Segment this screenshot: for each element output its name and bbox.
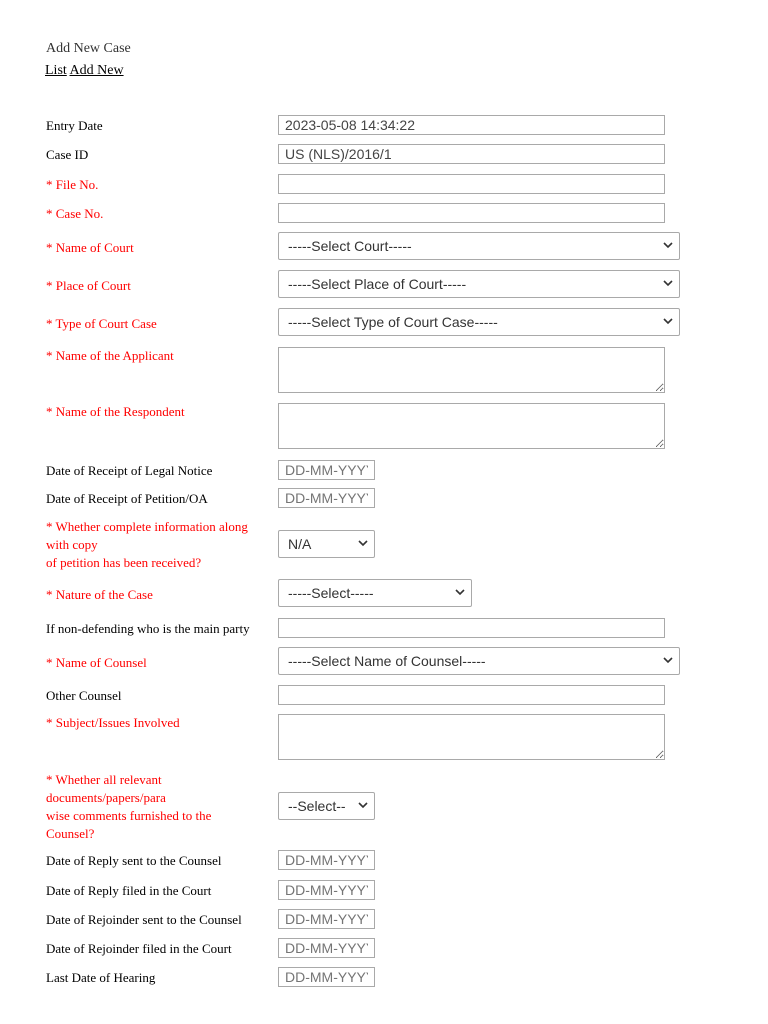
nature-of-case-label: * Nature of the Case — [46, 587, 153, 602]
applicant-label: * Name of the Applicant — [46, 348, 174, 363]
chevron-down-icon — [358, 540, 368, 547]
legal-notice-date-label: Date of Receipt of Legal Notice — [46, 463, 213, 478]
reply-sent-date-field[interactable] — [278, 850, 375, 870]
reply-filed-date-label: Date of Reply filed in the Court — [46, 883, 212, 898]
subject-issues-textarea[interactable] — [278, 714, 665, 760]
type-of-court-case-selected: -----Select Type of Court Case----- — [288, 314, 498, 330]
other-counsel-field[interactable] — [278, 685, 665, 705]
name-of-court-select[interactable] — [278, 232, 680, 260]
name-of-court-selected: -----Select Court----- — [288, 238, 412, 254]
documents-furnished-select[interactable] — [278, 792, 375, 820]
respondent-textarea[interactable] — [278, 403, 665, 449]
type-of-court-case-label: * Type of Court Case — [46, 316, 157, 331]
petition-date-label: Date of Receipt of Petition/OA — [46, 491, 208, 506]
complete-info-selected: N/A — [288, 536, 312, 552]
chevron-down-icon — [663, 242, 673, 249]
non-defending-field[interactable] — [278, 618, 665, 638]
case-no-label: * Case No. — [46, 206, 104, 221]
chevron-down-icon — [663, 657, 673, 664]
reply-sent-date-label: Date of Reply sent to the Counsel — [46, 853, 222, 868]
top-links — [45, 63, 124, 79]
page-title: Add New Case — [46, 41, 131, 56]
rejoinder-filed-date-label: Date of Rejoinder filed in the Court — [46, 941, 232, 956]
rejoinder-filed-date-field[interactable] — [278, 938, 375, 958]
last-hearing-date-field[interactable] — [278, 967, 375, 987]
file-no-label: * File No. — [46, 177, 99, 192]
name-of-court-label: * Name of Court — [46, 240, 134, 255]
applicant-textarea[interactable] — [278, 347, 665, 393]
chevron-down-icon — [455, 589, 465, 596]
counsel-selected: -----Select Name of Counsel----- — [288, 653, 486, 669]
documents-furnished-selected: --Select-- — [288, 798, 346, 814]
reply-filed-date-field[interactable] — [278, 880, 375, 900]
list-link[interactable]: List — [45, 63, 67, 78]
chevron-down-icon — [358, 802, 368, 809]
complete-info-select[interactable] — [278, 530, 375, 558]
subject-issues-label: * Subject/Issues Involved — [46, 715, 180, 730]
entry-date-label: Entry Date — [46, 118, 103, 133]
place-of-court-label: * Place of Court — [46, 278, 131, 293]
type-of-court-case-select[interactable] — [278, 308, 680, 336]
non-defending-label: If non-defending who is the main party — [46, 621, 250, 636]
counsel-select[interactable] — [278, 647, 680, 675]
petition-date-field[interactable] — [278, 488, 375, 508]
file-no-field[interactable] — [278, 174, 665, 194]
case-no-field[interactable] — [278, 203, 665, 223]
nature-of-case-selected: -----Select----- — [288, 585, 374, 601]
complete-info-label: * Whether complete information along with copy of petition has been received? — [46, 519, 248, 570]
rejoinder-sent-date-field[interactable] — [278, 909, 375, 929]
nature-of-case-select[interactable] — [278, 579, 472, 607]
place-of-court-selected: -----Select Place of Court----- — [288, 276, 467, 292]
legal-notice-date-field[interactable] — [278, 460, 375, 480]
rejoinder-sent-date-label: Date of Rejoinder sent to the Counsel — [46, 912, 242, 927]
place-of-court-select[interactable] — [278, 270, 680, 298]
last-hearing-date-label: Last Date of Hearing — [46, 970, 156, 985]
add-new-link[interactable]: Add New — [69, 63, 124, 78]
other-counsel-label: Other Counsel — [46, 688, 122, 703]
documents-furnished-label: * Whether all relevant documents/papers/para wise comments furnished to the Counsel? — [46, 772, 212, 841]
respondent-label: * Name of the Respondent — [46, 404, 185, 419]
entry-date-field[interactable] — [278, 115, 665, 135]
counsel-label: * Name of Counsel — [46, 655, 147, 670]
chevron-down-icon — [663, 318, 673, 325]
case-id-label: Case ID — [46, 147, 89, 162]
case-id-field[interactable] — [278, 144, 665, 164]
chevron-down-icon — [663, 280, 673, 287]
